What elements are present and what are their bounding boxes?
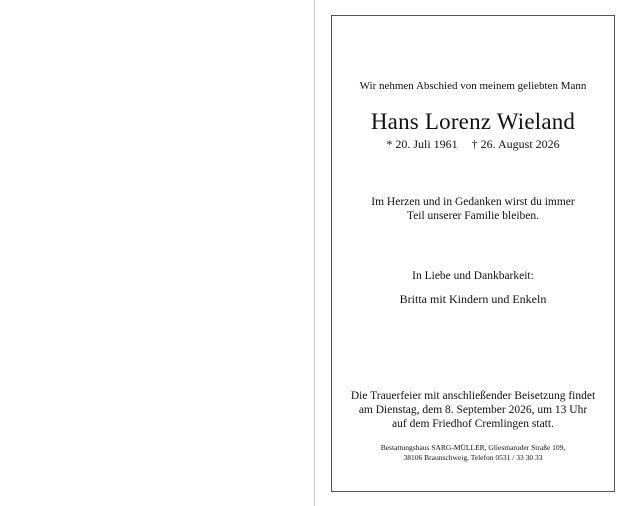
thanks-text: In Liebe und Dankbarkeit: [412,270,534,282]
left-page-blank [0,0,314,506]
undertaker-info [332,443,614,463]
verse-line: Im Herzen und in Gedanken wirst du immer [371,196,575,208]
undertaker-line: Bestattungshaus SARG-MÜLLER, Gliesmaroder Straße 109, [380,443,566,452]
deceased-name: Hans Lorenz Wieland [370,109,576,134]
obituary-card [331,15,615,492]
death-date: † 26. August 2026 [471,137,560,151]
intro-text: Wir nehmen Abschied von meinem geliebten Mann [359,80,587,92]
right-page [315,0,630,506]
ceremony-info [332,389,614,431]
family-signature: Britta mit Kindern und Enkeln [399,292,547,306]
birth-date: * 20. Juli 1961 [386,137,458,151]
ceremony-line: Die Trauerfeier mit anschließender Beisetzung findet [350,390,596,402]
memorial-verse [332,195,614,223]
life-dates [332,137,614,152]
ceremony-line: auf dem Friedhof Cremlingen statt. [392,418,554,430]
ceremony-line: am Dienstag, dem 8. September 2026, um 13 Uhr [358,404,588,416]
verse-line: Teil unserer Familie bleiben. [406,210,540,222]
undertaker-line: 38106 Braunschweig, Telefon 0531 / 33 30 33 [403,453,543,462]
